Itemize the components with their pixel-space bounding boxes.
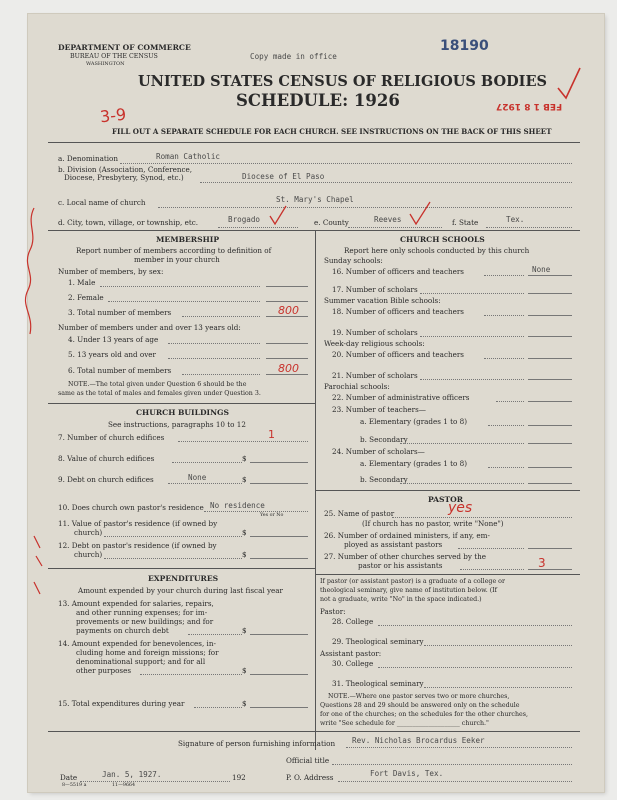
church-schools-heading: CHURCH SCHOOLS [400,235,485,244]
q29-label: 29. Theological seminary [332,637,424,646]
q14-dollar-sign: $ [242,666,247,675]
q30-label: 30. College [332,659,374,668]
red-check-mark-icon [268,204,288,226]
form-title: UNITED STATES CENSUS OF RELIGIOUS BODIES [138,73,547,90]
q3-total-label: 3. Total number of members [68,308,172,317]
parochial-schools-label: Parochial schools: [324,382,390,391]
q26-label: 26. Number of ordained ministers, if any, em- [324,531,490,540]
red-check-mark-icon [408,200,432,226]
document-number: 18190 [440,38,489,54]
q2-female-label: 2. Female [68,293,104,302]
q14-label-2: cluding home and foreign missions; for [76,648,219,657]
q12-label: 12. Debt on pastor's residence (if owned by [58,541,217,550]
county-value: Reeves [374,215,402,224]
q23b-label: b. Secondary [360,435,408,444]
pastor-note-2: Questions 28 and 29 should be answered only on the schedule [320,702,520,709]
q10-residence-value: No residence [210,501,265,510]
q12-label-2: church) [74,550,103,559]
q14-label-4: other purposes [76,666,132,675]
state-value: Tex. [506,215,525,224]
q10-hint: Yes or No [260,513,284,518]
q6-total-value: 800 [278,362,299,375]
pastor-note-3: for one of the churches; on the schedules for the other churches, [320,711,528,718]
q21-label: 21. Number of scholars [332,371,418,380]
membership-heading: MEMBERSHIP [156,235,220,244]
membership-intro-2: member in your church [134,255,220,264]
census-schedule-sheet [28,14,604,792]
q28-label: 28. College [332,617,374,626]
q11-label: 11. Value of pastor's residence (if owned by [58,519,218,528]
sunday-schools-label: Sunday schools: [324,256,383,265]
q3-total-value: 800 [278,304,299,317]
weekday-schools-label: Week-day religious schools: [324,339,425,348]
division-label-line2: Diocese, Presbytery, Synod, etc.) [64,173,184,182]
q4-under-13-label: 4. Under 13 years of age [68,335,159,344]
red-margin-handwriting [22,204,42,344]
pastor-education-label: Pastor: [320,607,346,616]
received-date-stamp: FEB 1 8 1927 [496,101,563,111]
q5-13-and-over-label: 5. 13 years old and over [68,350,156,359]
q27-label-2: pastor or his assistants [358,561,443,570]
q8-dollar-sign: $ [242,454,247,463]
college-instruction-3: not a graduate, write "No" in the space indicated.) [320,596,482,603]
q26-label-2: ployed as assistant pastors [344,540,443,549]
po-address-label: P. O. Address [286,773,334,782]
q9-debt-value: None [188,473,207,482]
q17-label: 17. Number of scholars [332,285,418,294]
members-by-sex-label: Number of members, by sex: [58,267,164,276]
college-instruction-2: theological seminary, give name of institution below. (If [320,587,498,594]
q27-value: 3 [538,556,546,570]
division-value: Diocese of El Paso [242,172,325,181]
q22-label: 22. Number of administrative officers [332,393,470,402]
pastor-note-4: write "See schedule for ____________________ church." [320,720,489,727]
signature-value: Rev. Nicholas Brocardus Eeker [352,736,485,745]
department-label: DEPARTMENT OF COMMERCE [58,43,191,52]
q27-label: 27. Number of other churches served by the [324,552,487,561]
q16-label: 16. Number of officers and teachers [332,267,464,276]
pastor-note: NOTE.—Where one pastor serves two or more churches, [328,693,510,700]
q31-label: 31. Theological seminary [332,679,424,688]
denomination-label: a. Denomination [58,154,118,163]
q1-male-label: 1. Male [68,278,96,287]
church-buildings-intro: See instructions, paragraphs 10 to 12 [108,420,246,429]
membership-note: NOTE.—The total given under Question 6 should be the [68,381,247,388]
bureau-label: BUREAU OF THE CENSUS [70,53,158,60]
signature-label: Signature of person furnishing information [178,739,336,748]
state-label: f. State [452,218,479,227]
college-instruction: If pastor (or assistant pastor) is a graduate of a college or [320,578,505,585]
form-number-2: 11—9664 [112,783,136,788]
official-title-label: Official title [286,756,330,765]
q11-label-2: church) [74,528,103,537]
schedule-title: SCHEDULE: 1926 [236,91,400,110]
red-annotation-mark: 3-9 [99,104,128,127]
q15-total-label: 15. Total expenditures during year [58,699,185,708]
q23a-label: a. Elementary (grades 1 to 8) [360,417,467,426]
q7-edifices-value: 1 [268,428,275,441]
membership-intro: Report number of members according to definition of [76,246,272,255]
q15-dollar-sign: $ [242,699,247,708]
q13-label-2: and other running expenses; for im- [76,608,208,617]
expenditures-intro: Amount expended by your church during last fiscal year [78,586,283,595]
q20-label: 20. Number of officers and teachers [332,350,464,359]
po-address-value: Fort Davis, Tex. [370,769,444,778]
date-label: Date [60,773,78,782]
city-value: Brogado [228,215,261,224]
q14-label: 14. Amount expended for benevolences, in- [58,639,216,648]
city-label: WASHINGTON [86,61,125,67]
year-suffix: 192 [232,773,246,782]
church-buildings-heading: CHURCH BUILDINGS [136,408,229,417]
red-check-mark-icon [556,66,582,102]
q13-dollar-sign: $ [242,626,247,635]
q9-debt-label: 9. Debt on church edifices [58,475,154,484]
q19-label: 19. Number of scholars [332,328,418,337]
local-church-name-value: St. Mary's Chapel [276,195,354,204]
q24b-label: b. Secondary [360,475,408,484]
header-rule [48,142,580,143]
pastor-heading: PASTOR [428,495,464,504]
q9-dollar-sign: $ [242,475,247,484]
form-number: 8—5519 a [62,783,87,788]
q6-total-label: 6. Total number of members [68,366,172,375]
membership-note-2: same as the total of males and females given under Question 3. [58,390,261,397]
instruction-banner: FILL OUT A SEPARATE SCHEDULE FOR EACH CHURCH. SEE INSTRUCTIONS ON THE BACK OF THIS SHEET [112,127,552,136]
q24a-label: a. Elementary (grades 1 to 8) [360,459,467,468]
q18-label: 18. Number of officers and teachers [332,307,464,316]
division-label-line1: b. Division (Association, Conference, [58,165,193,174]
q11-dollar-sign: $ [242,528,247,537]
red-margin-marks [30,532,46,602]
expenditures-heading: EXPENDITURES [148,574,219,583]
copy-note: Copy made in office [250,52,337,61]
assistant-pastor-label: Assistant pastor: [320,649,382,658]
q13-label: 13. Amount expended for salaries, repairs, [58,599,214,608]
q25-pastor-value: yes [448,500,473,516]
local-church-name-label: c. Local name of church [58,198,146,207]
q7-edifices-label: 7. Number of church edifices [58,433,165,442]
date-value: Jan. 5, 1927. [102,770,162,779]
church-schools-intro: Report here only schools conducted by this church [344,246,530,255]
q24-label: 24. Number of scholars— [332,447,425,456]
city-label: d. City, town, village, or township, etc. [58,218,199,227]
q13-label-3: provements or new buildings; and for [76,617,214,626]
age-intro-label: Number of members under and over 13 years old: [58,323,241,332]
q14-label-3: denominational support; and for all [76,657,206,666]
q16-value: None [532,265,551,274]
q8-value-label: 8. Value of church edifices [58,454,155,463]
county-label: e. County [314,218,349,227]
denomination-value: Roman Catholic [156,152,221,161]
q25-hint: (If church has no pastor, write "None") [362,519,504,528]
q12-dollar-sign: $ [242,550,247,559]
q23-label: 23. Number of teachers— [332,405,426,414]
q25-label: 25. Name of pastor [324,509,395,518]
q13-label-4: payments on church debt [76,626,169,635]
q10-residence-label: 10. Does church own pastor's residence [58,503,204,512]
summer-schools-label: Summer vacation Bible schools: [324,296,441,305]
